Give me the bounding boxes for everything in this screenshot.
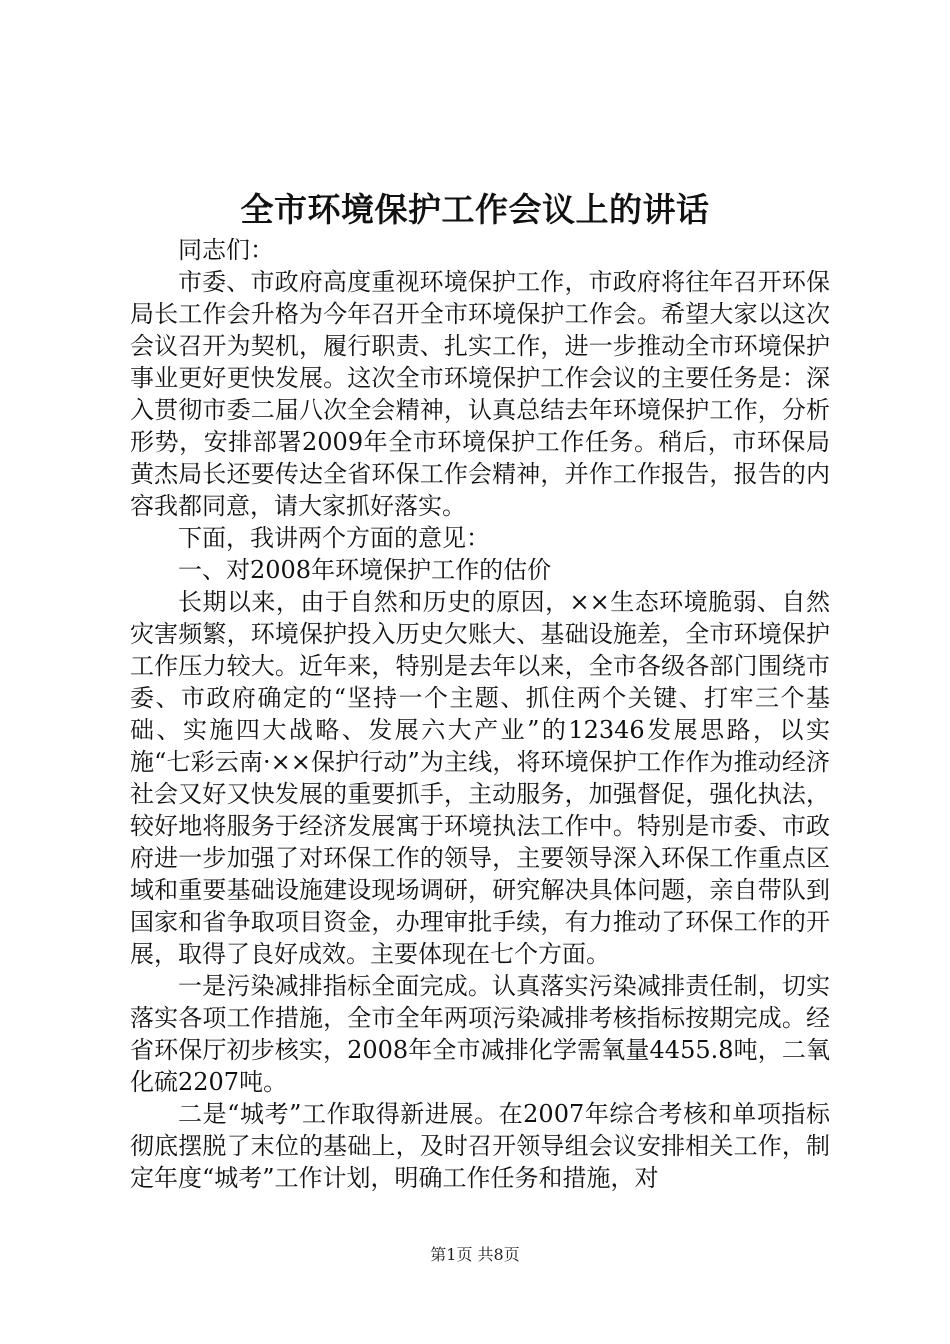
paragraph-outline: 下面，我讲两个方面的意见： [178, 524, 490, 552]
paragraph-intro: 市委、市政府高度重视环境保护工作，市政府将往年召开环保局长工作会升格为今年召开全市环境保护工作会。希望大家以这次会议召开为契机，履行职责、扎实工作，进一步推动全市环境保护事业更好更快发展。这次全市环境保护工作会议的主要任务是：深入贯彻市委二届八次全会精神，认真总结去年环境保护工作，分析形势，安排部署2009年全市环境保护工作任务。稍后，市环保局黄杰局长还要传达全省环保工作会精神，并作工作报告，报告的内容我都同意，请大家抓好落实。 [130, 268, 830, 520]
section-heading: 一、对2008年环境保护工作的估价 [178, 556, 552, 584]
document-title: 全市环境保护工作会议上的讲话 [240, 190, 710, 229]
page-number-footer: 第1页 共8页 [430, 1245, 520, 1264]
paragraph-review: 长期以来，由于自然和历史的原因，××生态环境脆弱、自然灾害频繁，环境保护投入历史欠账大、基础设施差，全市环境保护工作压力较大。近年来，特别是去年以来，全市各级各部门围绕市委、市政府确定的“坚持一个主题、抓住两个关键、打牢三个基础、实施四大战略、发展六大产业”的12346发展思路，以实施“七彩云南·××保护行动”为主线，将环境保护工作作为推动经济社会又好又快发展的重要抓手，主动服务，加强督促，强化执法，较好地将服务于经济发展寓于环境执法工作中。特别是市委、市政府进一步加强了对环保工作的领导，主要领导深入环保工作重点区域和重要基础设施建设现场调研，研究解决具体问题，亲自带队到国家和省争取项目资金，办理审批手续，有力推动了环保工作的开展，取得了良好成效。主要体现在七个方面。 [130, 588, 830, 968]
paragraph-point-two: 二是“城考”工作取得新进展。在2007年综合考核和单项指标彻底摆脱了末位的基础上，及时召开领导组会议安排相关工作，制定年度“城考”工作计划，明确工作任务和措施，对 [130, 1100, 830, 1192]
paragraph-point-one: 一是污染减排指标全面完成。认真落实污染减排责任制，切实落实各项工作措施，全市全年两项污染减排考核指标按期完成。经省环保厅初步核实，2008年全市减排化学需氧量4455.8吨，二氧化硫2207吨。 [130, 972, 830, 1096]
document-body [130, 234, 830, 1194]
salutation: 同志们： [178, 236, 274, 264]
